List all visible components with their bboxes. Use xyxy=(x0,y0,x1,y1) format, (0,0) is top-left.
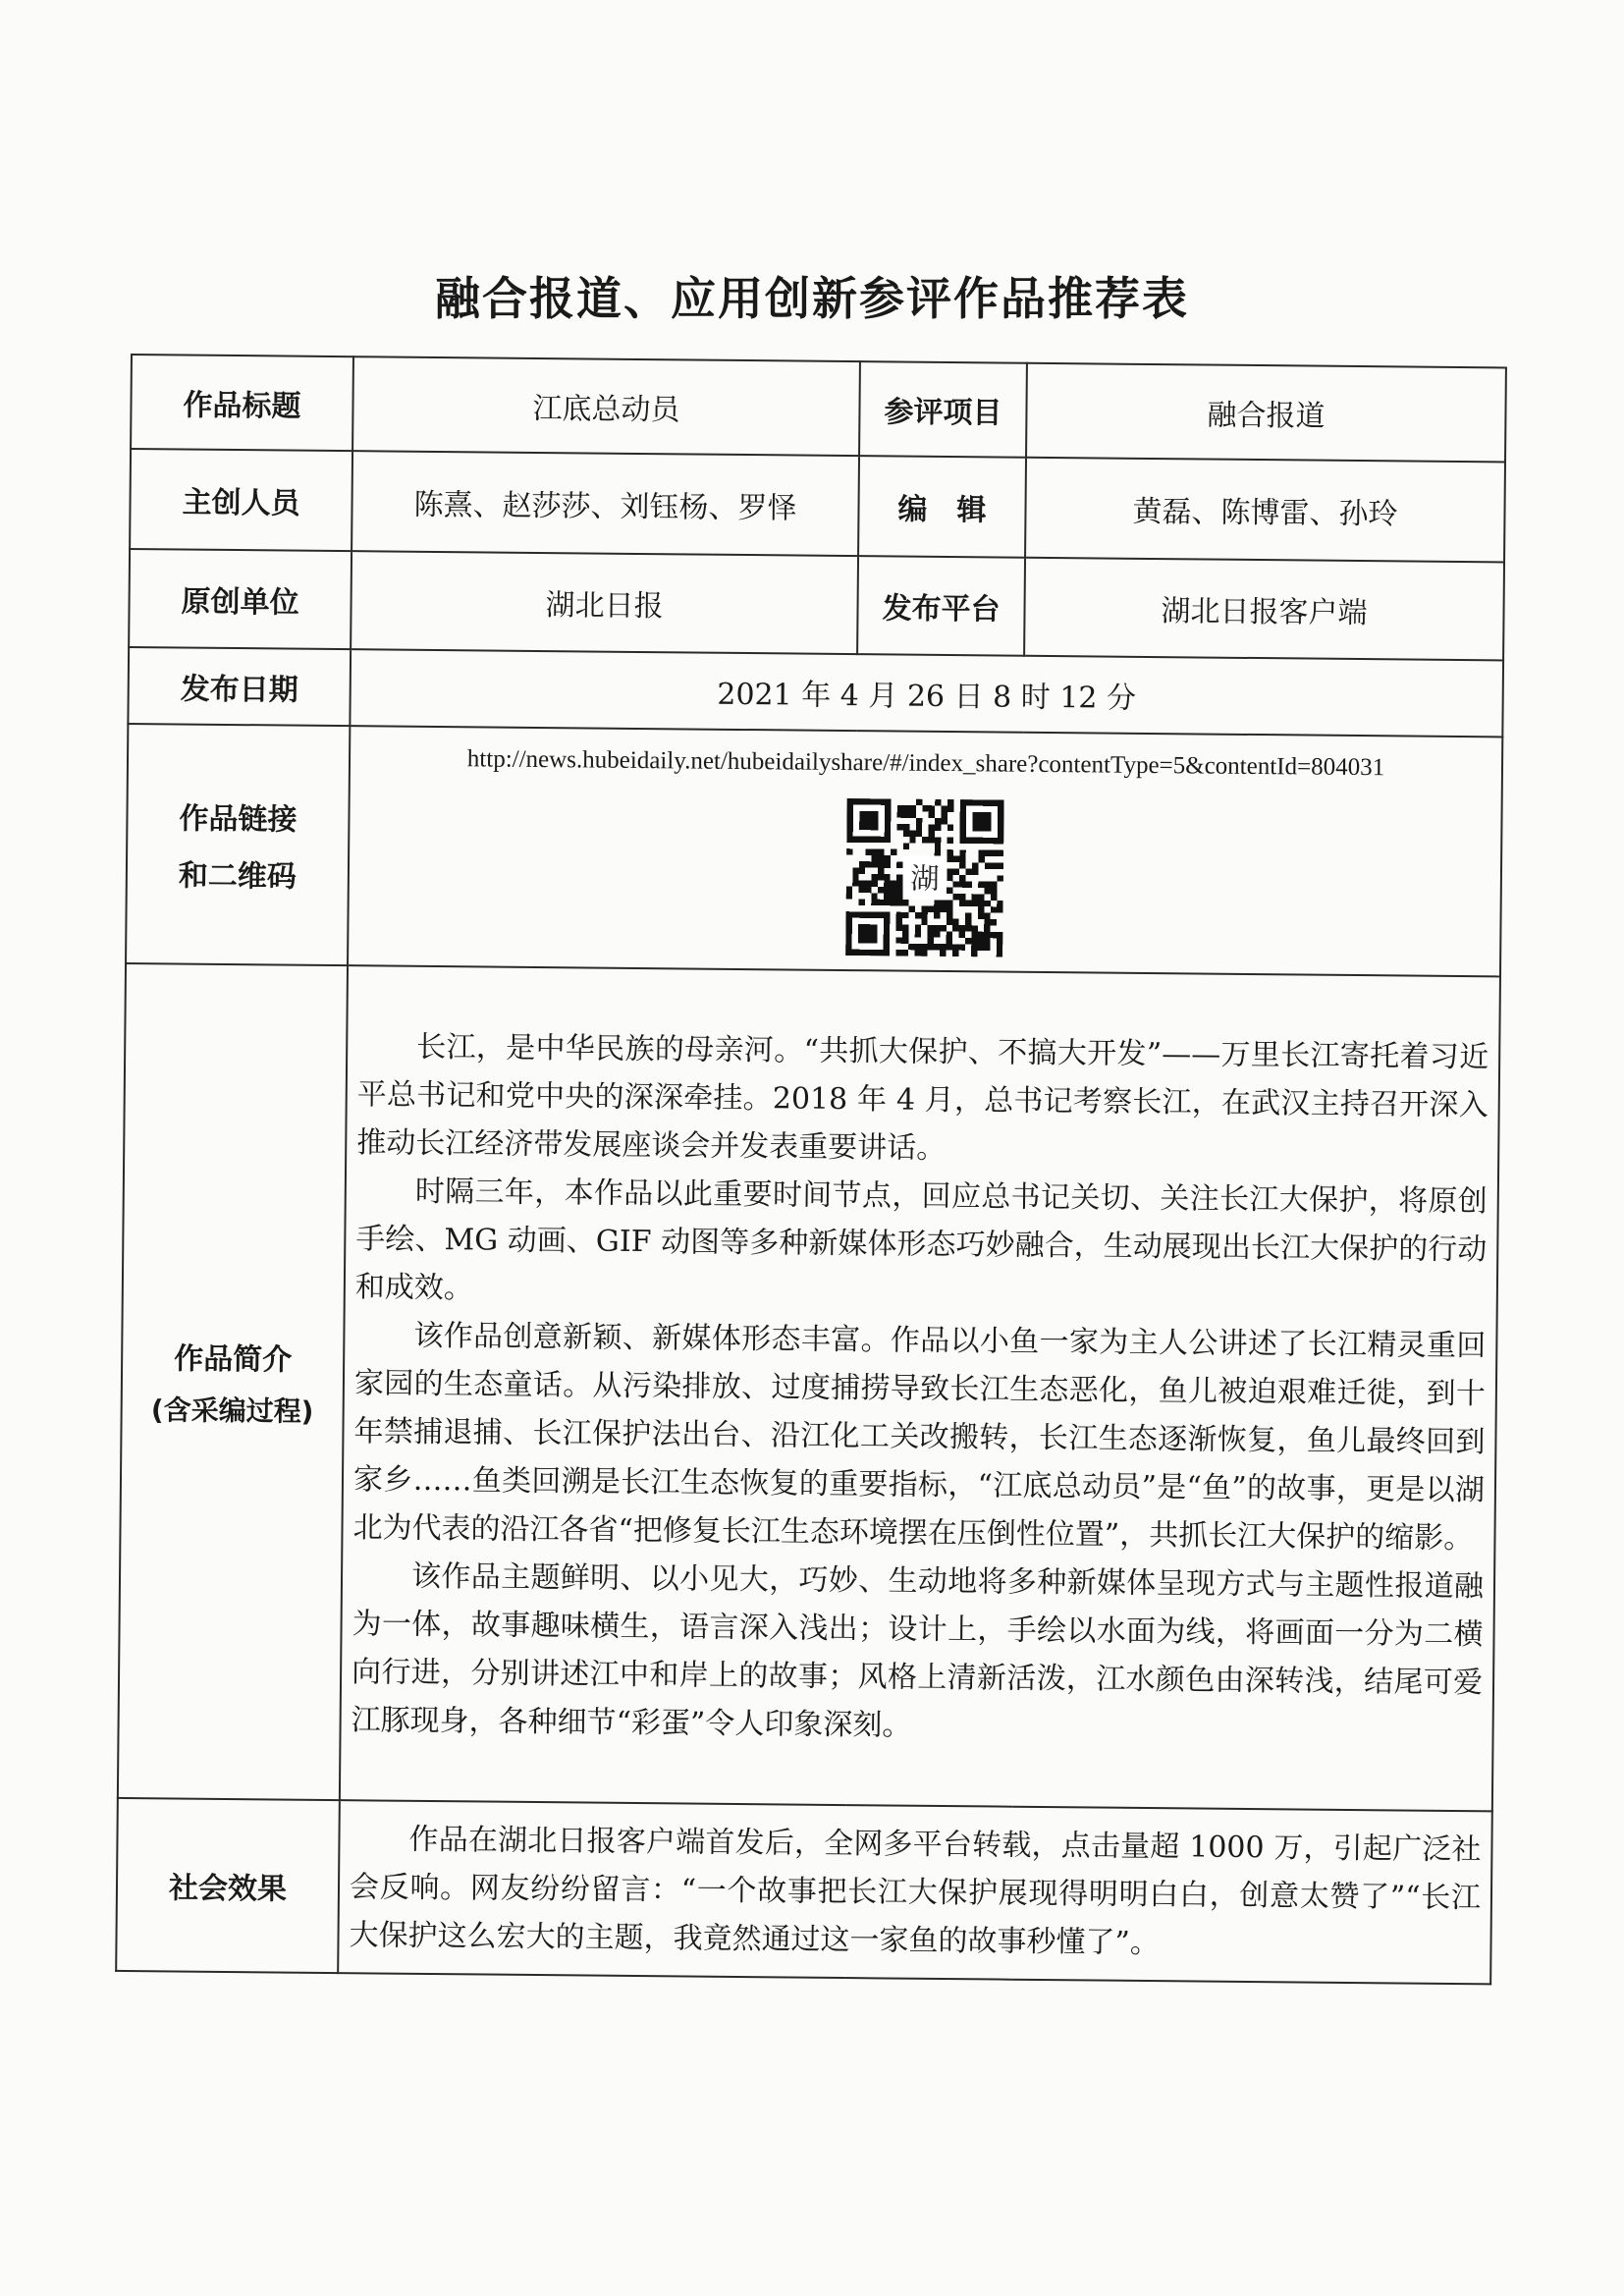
row-date xyxy=(128,647,1503,737)
platform-label: 发布平台 xyxy=(857,556,1025,656)
date-label: 发布日期 xyxy=(128,647,351,726)
work-title-value: 江底总动员 xyxy=(352,356,860,456)
work-url[interactable]: http://news.hubeidaily.net/hubeidailyshare/#/index_share?contentType=5&contentId=804031 xyxy=(466,745,1385,782)
intro-label-line1: 作品简介 xyxy=(174,1341,293,1378)
row-effect xyxy=(116,1798,1492,1984)
category-value: 融合报道 xyxy=(1026,363,1506,463)
row-title xyxy=(131,355,1506,462)
page-title: 融合报道、应用创新参评作品推荐表 xyxy=(435,272,1189,325)
intro-text-cell xyxy=(340,965,1500,1811)
link-cell xyxy=(348,726,1502,976)
link-label-line1: 作品链接 xyxy=(179,801,298,838)
creators-label: 主创人员 xyxy=(130,449,352,551)
intro-label-line2: (含采编过程) xyxy=(150,1394,314,1428)
effect-text: 作品在湖北日报客户端首发后，全网多平台转载，点击量超 1000 万，引起广泛社会反响。网友纷纷留言：“一个故事把长江大保护展现得明明白白，创意太赞了”“长江大保护这么宏大的主题，我竟然通过这一家鱼的故事秒懂了”。 xyxy=(349,1822,1482,1960)
row-unit xyxy=(129,549,1504,660)
qr-code[interactable] xyxy=(845,798,1004,957)
row-link xyxy=(126,724,1502,976)
unit-value: 湖北日报 xyxy=(351,551,858,654)
row-creators xyxy=(130,449,1505,562)
intro-label xyxy=(118,963,348,1800)
work-title-label: 作品标题 xyxy=(131,355,353,451)
intro-paragraph: 该作品主题鲜明、以小见大，巧妙、生动地将多种新媒体呈现方式与主题性报道融为一体，故事趣味横生，语言深入浅出；设计上，手绘以水面为线，将画面一分为二横向行进，分别讲述江中和岸上的故事；风格上清新活泼，江水颜色由深转浅，结尾可爱江豚现身，各种细节“彩蛋”令人印象深刻。 xyxy=(351,1558,1485,1743)
category-label: 参评项目 xyxy=(859,361,1027,458)
link-label xyxy=(126,724,350,965)
intro-paragraph: 长江，是中华民族的母亲河。“共抓大保护、不搞大开发”——万里长江寄托着习近平总书记和党中央的深深牵挂。2018 年 4 月，总书记考察长江，在武汉主持召开深入推动长江经济带发展座谈会并发表重要讲话。 xyxy=(356,1029,1489,1166)
effect-text-cell xyxy=(338,1800,1492,1984)
creators-value: 陈熹、赵莎莎、刘钰杨、罗怿 xyxy=(352,451,859,556)
intro-paragraph: 时隔三年，本作品以此重要时间节点，回应总书记关切、关注长江大保护，将原创手绘、MG 动画、GIF 动图等多种新媒体形态巧妙融合，生动展现出长江大保护的行动和成效。 xyxy=(354,1174,1488,1305)
editors-label: 编 辑 xyxy=(858,456,1026,558)
link-label-line2: 和二维码 xyxy=(178,858,298,895)
effect-label: 社会效果 xyxy=(116,1798,340,1973)
date-value: 2021 年 4 月 26 日 8 时 12 分 xyxy=(350,649,1503,737)
row-intro xyxy=(118,963,1500,1811)
editors-value: 黄磊、陈博雷、孙玲 xyxy=(1025,458,1505,563)
intro-paragraph: 该作品创意新颖、新媒体形态丰富。作品以小鱼一家为主人公讲述了长江精灵重回家园的生态童话。从污染排放、过度捕捞导致长江生态恶化，鱼儿被迫艰难迁徙，到十年禁捕退捕、长江保护法出台、沿江化工关改搬转，长江生态逐渐恢复，鱼儿最终回到家乡……鱼类回溯是长江生态恢复的重要指标，“江底总动员”是“鱼”的故事，更是以湖北为代表的沿江各省“把修复长江生态环境摆在压倒性位置”，共抓长江大保护的缩影。 xyxy=(352,1318,1487,1556)
platform-value: 湖北日报客户端 xyxy=(1024,558,1504,661)
recommendation-form-table xyxy=(115,354,1507,1985)
qr-center-mark: 湖 xyxy=(910,861,940,896)
unit-label: 原创单位 xyxy=(129,549,352,649)
